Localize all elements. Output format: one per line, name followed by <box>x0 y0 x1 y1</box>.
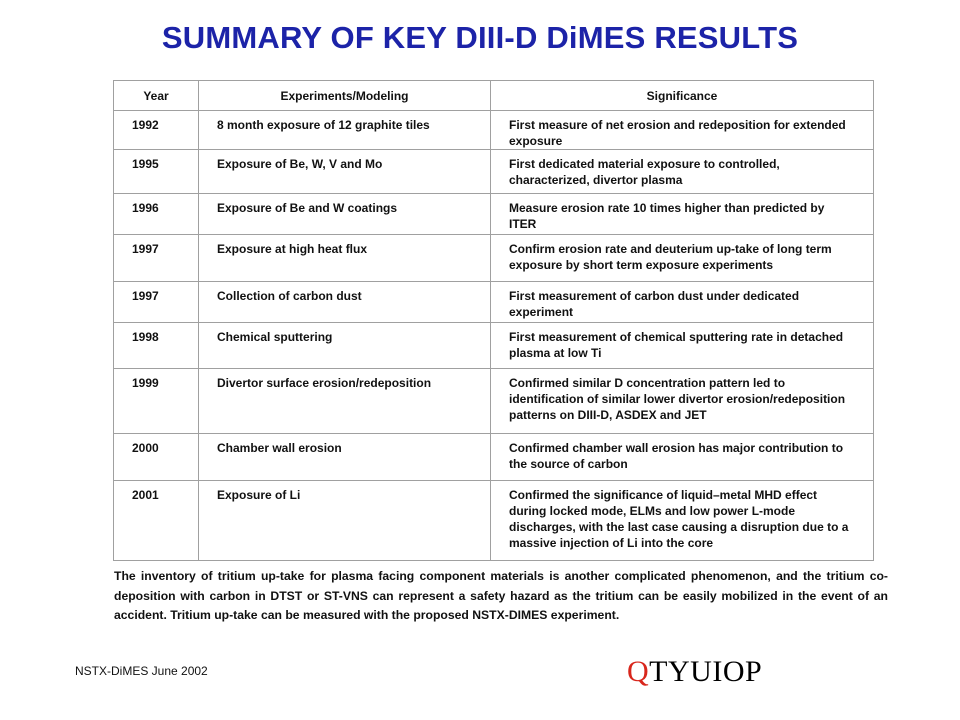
cell-significance: First dedicated material exposure to controlled, characterized, divertor plasma <box>491 150 874 194</box>
header-year: Year <box>114 81 199 111</box>
table-row <box>114 282 874 323</box>
logo-first-letter: Q <box>627 655 650 688</box>
cell-significance: First measurement of chemical sputtering rate in detached plasma at low Ti <box>491 323 874 369</box>
cell-significance: First measurement of carbon dust under dedicated experiment <box>491 282 874 323</box>
footer-label: NSTX-DiMES June 2002 <box>75 664 208 678</box>
cell-experiment: Divertor surface erosion/redeposition <box>199 369 491 434</box>
table-row <box>114 323 874 369</box>
cell-experiment: Exposure of Be, W, V and Mo <box>199 150 491 194</box>
results-table <box>113 80 874 561</box>
header-significance: Significance <box>491 81 874 111</box>
logo-rest: TYUIOP <box>649 655 763 688</box>
cell-experiment: Collection of carbon dust <box>199 282 491 323</box>
cell-experiment: Chamber wall erosion <box>199 434 491 481</box>
cell-experiment: 8 month exposure of 12 graphite tiles <box>199 111 491 150</box>
table-row <box>114 235 874 282</box>
cell-significance: Confirmed chamber wall erosion has major contribution to the source of carbon <box>491 434 874 481</box>
header-experiments: Experiments/Modeling <box>199 81 491 111</box>
cell-experiment: Exposure at high heat flux <box>199 235 491 282</box>
cell-year: 2001 <box>114 481 199 561</box>
cell-year: 1998 <box>114 323 199 369</box>
cell-year: 1995 <box>114 150 199 194</box>
cell-experiment: Exposure of Li <box>199 481 491 561</box>
cell-significance: Confirmed the significance of liquid–metal MHD effect during locked mode, ELMs and low power L-mode discharges, with the last case causing a disruption due to a massive injection of Li into the core <box>491 481 874 561</box>
table-row <box>114 150 874 194</box>
table-row <box>114 111 874 150</box>
cell-significance: Confirm erosion rate and deuterium up-take of long term exposure by short term exposure experiments <box>491 235 874 282</box>
qtyuiop-logo <box>627 655 762 689</box>
cell-experiment: Chemical sputtering <box>199 323 491 369</box>
table-row <box>114 481 874 561</box>
cell-year: 1997 <box>114 235 199 282</box>
table-header-row <box>114 81 874 111</box>
table-row <box>114 434 874 481</box>
table-row <box>114 194 874 235</box>
cell-year: 1999 <box>114 369 199 434</box>
cell-experiment: Exposure of Be and W coatings <box>199 194 491 235</box>
cell-significance: Measure erosion rate 10 times higher than predicted by ITER <box>491 194 874 235</box>
cell-year: 1992 <box>114 111 199 150</box>
cell-year: 1997 <box>114 282 199 323</box>
cell-year: 1996 <box>114 194 199 235</box>
cell-significance: First measure of net erosion and redeposition for extended exposure <box>491 111 874 150</box>
table-row <box>114 369 874 434</box>
cell-significance: Confirmed similar D concentration pattern led to identification of similar lower divertor erosion/redeposition patterns on DIII-D, ASDEX and JET <box>491 369 874 434</box>
summary-note: The inventory of tritium up-take for plasma facing component materials is another complicated phenomenon, and the tritium co-deposition with carbon in DTST or ST-VNS can represent a safety hazard as the tritium can be easily mobilized in the event of an accident. Tritium up-take can be measured with the proposed NSTX-DIMES experiment. <box>114 569 888 622</box>
cell-year: 2000 <box>114 434 199 481</box>
page-title: SUMMARY OF KEY DIII-D DiMES RESULTS <box>161 20 799 55</box>
